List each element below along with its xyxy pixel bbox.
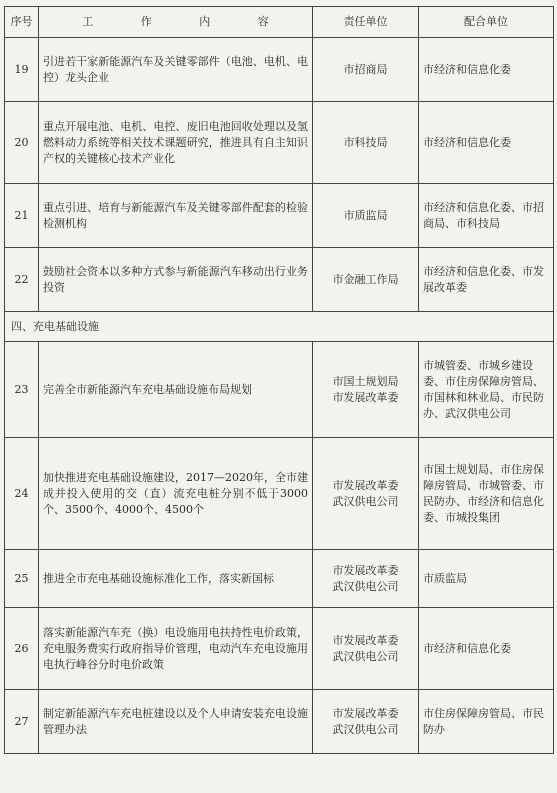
- row-content: 完善全市新能源汽车充电基础设施布局规划: [39, 342, 313, 438]
- section-row: [5, 312, 554, 342]
- table-row: [5, 184, 554, 248]
- header-content: 工 作 内 容: [39, 7, 313, 38]
- row-content: 重点引进、培育与新能源汽车及关键零部件配套的检验检测机构: [39, 184, 313, 248]
- row-lead-unit: 市国土规划局 市发展改革委: [313, 342, 419, 438]
- row-assist-unit: 市经济和信息化委: [419, 102, 554, 184]
- table-header-row: [5, 7, 554, 38]
- row-assist-unit: 市城管委、市城乡建设委、市住房保障房管局、市国林和林业局、市民防办、武汉供电公司: [419, 342, 554, 438]
- row-content: 推进全市充电基础设施标准化工作，落实新国标: [39, 550, 313, 608]
- row-number: 19: [5, 38, 39, 102]
- row-number: 20: [5, 102, 39, 184]
- row-number: 22: [5, 248, 39, 312]
- row-number: 24: [5, 438, 39, 550]
- row-assist-unit: 市经济和信息化委、市发展改革委: [419, 248, 554, 312]
- header-seq: 序号: [5, 7, 39, 38]
- row-content: 制定新能源汽车充电桩建设以及个人申请安装充电设施管理办法: [39, 690, 313, 754]
- row-content: 鼓励社会资本以多种方式参与新能源汽车移动出行业务投资: [39, 248, 313, 312]
- row-assist-unit: 市住房保障房管局、市民防办: [419, 690, 554, 754]
- row-assist-unit: 市国土规划局、市住房保障房管局、市城管委、市民防办、市经济和信息化委、市城投集团: [419, 438, 554, 550]
- row-lead-unit: 市发展改革委 武汉供电公司: [313, 550, 419, 608]
- table-row: [5, 608, 554, 690]
- row-lead-unit: 市发展改革委 武汉供电公司: [313, 608, 419, 690]
- table-row: [5, 550, 554, 608]
- row-content: 引进若干家新能源汽车及关键零部件（电池、电机、电控）龙头企业: [39, 38, 313, 102]
- row-lead-unit: 市发展改革委 武汉供电公司: [313, 690, 419, 754]
- row-lead-unit: 市金融工作局: [313, 248, 419, 312]
- header-assist-unit: 配合单位: [419, 7, 554, 38]
- row-lead-unit: 市招商局: [313, 38, 419, 102]
- row-lead-unit: 市质监局: [313, 184, 419, 248]
- work-plan-table: [4, 6, 554, 754]
- table-row: [5, 438, 554, 550]
- row-number: 25: [5, 550, 39, 608]
- table-row: [5, 102, 554, 184]
- row-assist-unit: 市质监局: [419, 550, 554, 608]
- row-lead-unit: 市发展改革委 武汉供电公司: [313, 438, 419, 550]
- table-row: [5, 248, 554, 312]
- row-content: 加快推进充电基础设施建设，2017—2020年，全市建成并投入使用的交（直）流充电桩分别不低于3000个、3500个、4000个、4500个: [39, 438, 313, 550]
- row-content: 重点开展电池、电机、电控、废旧电池回收处理以及氢燃料动力系统等相关技术课题研究，推进具有自主知识产权的关键核心技术产业化: [39, 102, 313, 184]
- row-lead-unit: 市科技局: [313, 102, 419, 184]
- table-row: [5, 690, 554, 754]
- row-number: 21: [5, 184, 39, 248]
- header-lead-unit: 责任单位: [313, 7, 419, 38]
- row-number: 26: [5, 608, 39, 690]
- table-row: [5, 342, 554, 438]
- row-assist-unit: 市经济和信息化委、市招商局、市科技局: [419, 184, 554, 248]
- row-content: 落实新能源汽车充（换）电设施用电扶持性电价政策，充电服务费实行政府指导价管理，电动汽车充电设施用电执行峰谷分时电价政策: [39, 608, 313, 690]
- section-title: 四、充电基础设施: [5, 312, 554, 342]
- row-number: 23: [5, 342, 39, 438]
- row-assist-unit: 市经济和信息化委: [419, 608, 554, 690]
- row-number: 27: [5, 690, 39, 754]
- table-row: [5, 38, 554, 102]
- row-assist-unit: 市经济和信息化委: [419, 38, 554, 102]
